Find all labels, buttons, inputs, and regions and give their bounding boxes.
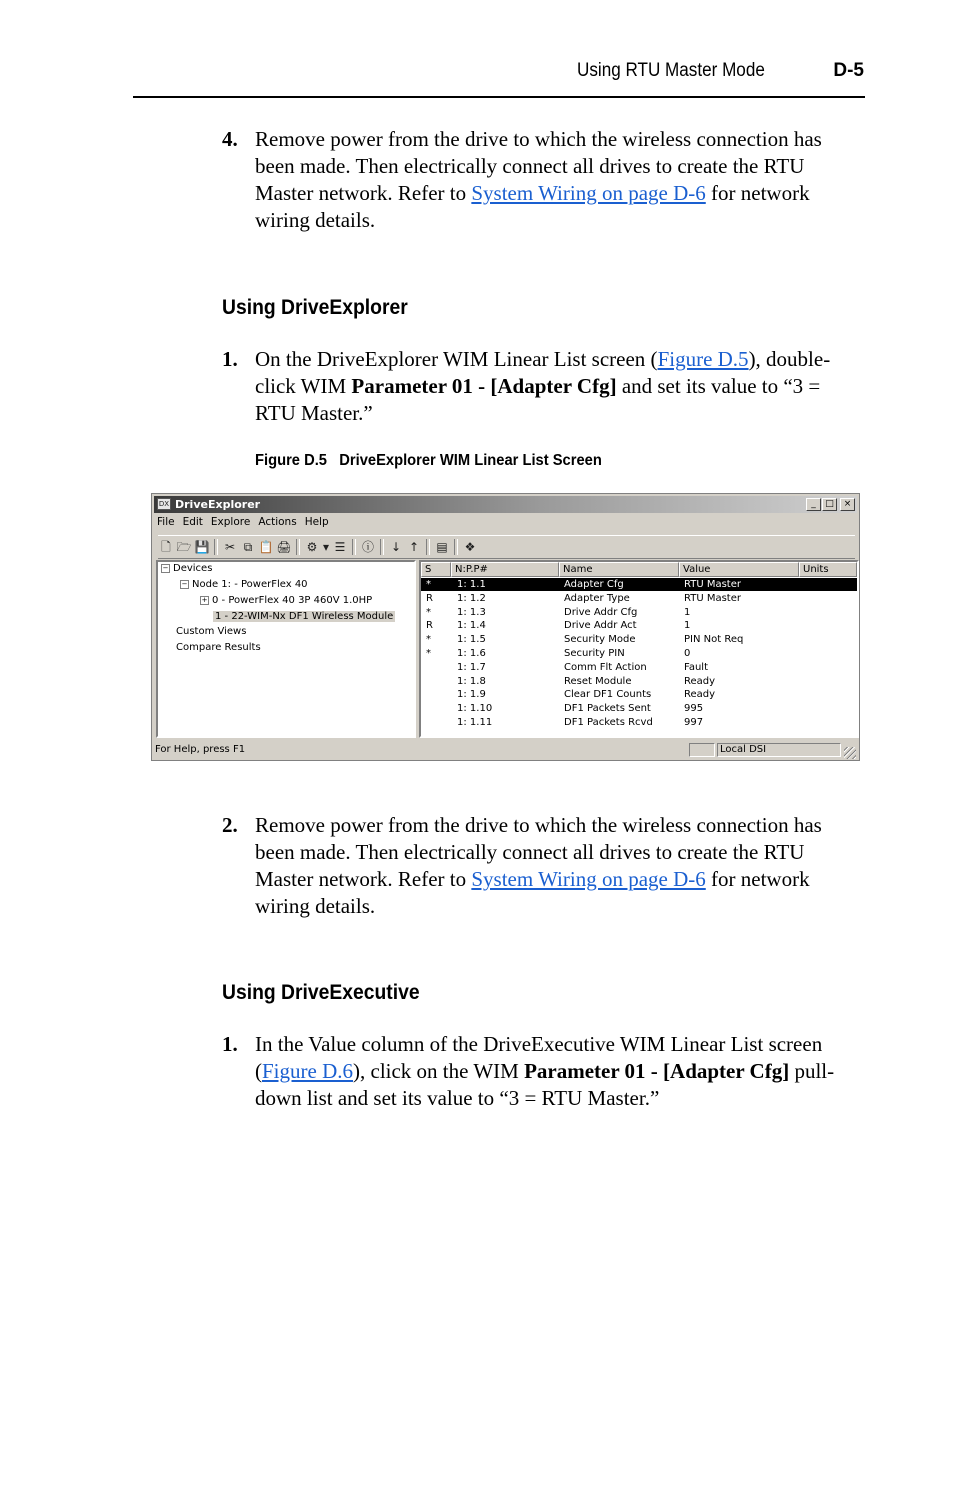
cell-s: * <box>426 579 431 590</box>
cut-icon[interactable]: ✂ <box>224 540 236 554</box>
window-title: DriveExplorer <box>175 498 261 511</box>
cell-num: 1: 1.8 <box>457 675 486 687</box>
table-row[interactable] <box>421 647 857 660</box>
cell-s: R <box>426 620 433 632</box>
cell-name: DF1 Packets Rcvd <box>564 717 653 728</box>
minimize-button[interactable]: _ <box>806 498 821 511</box>
toolbar <box>158 535 855 559</box>
figure-caption: Figure D.5 DriveExplorer WIM Linear List Screen <box>255 452 602 469</box>
table-row[interactable] <box>421 702 857 715</box>
text-run: ), click on the WIM <box>353 1059 525 1083</box>
collapse-icon[interactable]: − <box>181 579 188 588</box>
cell-value: Ready <box>684 689 716 701</box>
column-header-value[interactable]: Value <box>679 562 799 577</box>
cell-name: Comm Flt Action <box>564 661 647 673</box>
table-row[interactable] <box>421 716 857 729</box>
connect-icon[interactable]: ⚙ <box>306 540 318 554</box>
step-2 <box>222 812 862 920</box>
cell-name: Adapter Cfg <box>564 579 624 590</box>
linear-list <box>419 560 859 738</box>
step-text <box>255 812 862 920</box>
text-run: In the Value column of the DriveExecutive WIM Linear List screen ( <box>255 1032 823 1083</box>
column-header-name[interactable]: Name <box>559 562 679 577</box>
tree-node-drive[interactable] <box>200 595 372 606</box>
cell-name: Drive Addr Act <box>564 620 637 632</box>
text-run: On the DriveExplorer WIM Linear List screen ( <box>255 347 658 371</box>
step-number: 2. <box>222 813 238 837</box>
step-text <box>255 126 862 234</box>
tree-label: 0 - PowerFlex 40 3P 460V 1.0HP <box>212 595 373 606</box>
close-button[interactable]: × <box>840 498 855 511</box>
menu-bar <box>157 516 337 533</box>
toolbar-separator <box>454 539 458 555</box>
header-rule <box>133 96 865 98</box>
print-icon[interactable]: 🖨 <box>276 540 292 554</box>
cell-num: 1: 1.1 <box>457 579 486 590</box>
app-icon: DX <box>158 500 170 508</box>
cell-value: 1 <box>684 620 691 632</box>
cell-num: 1: 1.9 <box>457 689 486 701</box>
help-book-icon[interactable]: ❖ <box>464 540 476 554</box>
status-bar <box>155 743 856 759</box>
tree-node-node1[interactable] <box>180 579 308 590</box>
toolbar-separator <box>352 539 356 555</box>
step-text <box>255 346 862 427</box>
cell-s: * <box>426 606 431 618</box>
cell-num: 1: 1.2 <box>457 592 486 604</box>
table-row[interactable] <box>421 688 857 701</box>
cell-name: Drive Addr Cfg <box>564 606 638 618</box>
table-row[interactable] <box>421 619 857 632</box>
parameter-name: Parameter 01 - [Adapter Cfg] <box>524 1059 790 1083</box>
new-icon[interactable]: 🗋 <box>161 540 171 554</box>
save-icon[interactable]: 💾 <box>194 540 210 554</box>
step-1-driveexecutive <box>222 1031 862 1112</box>
status-pane <box>689 743 715 757</box>
page-number: D-5 <box>833 60 864 81</box>
device-tree[interactable] <box>156 560 416 738</box>
column-header-npp[interactable]: N:P.P# <box>451 562 559 577</box>
table-row[interactable] <box>421 675 857 688</box>
text-run: Remove power from the drive to which the wireless connection has been made. Then electrically connect all drives to create the RTU Master network. Refer to <box>255 813 822 891</box>
cell-s: R <box>426 592 433 604</box>
tree-node-compare-results[interactable]: Compare Results <box>176 642 261 653</box>
menu-help[interactable]: Help <box>304 516 329 528</box>
cell-value: RTU Master <box>684 592 741 604</box>
cell-value: 995 <box>684 703 704 715</box>
resize-grip-icon[interactable] <box>844 747 856 759</box>
figure-d6-link[interactable]: Figure D.6 <box>262 1059 353 1083</box>
cell-num: 1: 1.5 <box>457 634 486 646</box>
cell-s: * <box>426 648 431 659</box>
cell-s: * <box>426 634 431 646</box>
step-1-driveexplorer <box>222 346 862 427</box>
column-header-units[interactable]: Units <box>799 562 857 577</box>
menu-explore[interactable]: Explore <box>210 516 251 528</box>
cell-value: 997 <box>684 717 704 728</box>
cell-num: 1: 1.10 <box>457 703 493 715</box>
tree-node-devices[interactable] <box>161 563 212 574</box>
info-icon[interactable]: ⓘ <box>361 540 374 554</box>
tree-node-wim-module[interactable]: 1 - 22-WIM-Nx DF1 Wireless Module <box>215 611 394 622</box>
text-run: pull-down list and set its value to “3 = RTU Master.” <box>255 1059 835 1110</box>
toolbar-separator <box>426 539 430 555</box>
table-row[interactable] <box>421 592 857 605</box>
text-run: for network wiring details. <box>255 181 810 232</box>
toolbar-separator <box>296 539 300 555</box>
text-run: and set its value to “3 = RTU Master.” <box>255 374 821 425</box>
cell-value: 1 <box>684 606 691 618</box>
system-wiring-link[interactable]: System Wiring on page D-6 <box>471 181 706 205</box>
toolbar-separator <box>380 539 384 555</box>
cell-num: 1: 1.11 <box>457 717 493 728</box>
cell-value: 0 <box>684 648 691 659</box>
maximize-button[interactable]: □ <box>822 498 837 511</box>
section-heading-driveexplorer: Using DriveExplorer <box>222 296 408 319</box>
step-number: 1. <box>222 347 238 371</box>
cell-num: 1: 1.6 <box>457 648 486 659</box>
list-icon[interactable]: ☰ <box>334 540 346 554</box>
menu-edit[interactable]: Edit <box>182 516 203 528</box>
copy-icon[interactable]: ⧉ <box>243 540 253 554</box>
cell-num: 1: 1.4 <box>457 620 486 632</box>
linear-list-icon[interactable]: ▤ <box>436 540 448 554</box>
cell-value: PIN Not Req <box>684 634 744 646</box>
step-text <box>255 1031 862 1112</box>
text-run: ), double-click WIM <box>255 347 831 398</box>
cell-value: Fault <box>684 661 708 673</box>
table-row[interactable] <box>421 661 857 674</box>
cell-name: Security PIN <box>564 648 625 659</box>
text-run: Remove power from the drive to which the wireless connection has been made. Then electrically connect all drives to create the RTU Master network. Refer to <box>255 127 822 205</box>
step-number: 4. <box>222 127 238 151</box>
system-wiring-link[interactable]: System Wiring on page D-6 <box>471 867 706 891</box>
tree-label: Node 1: - PowerFlex 40 <box>192 579 308 590</box>
table-row[interactable] <box>421 633 857 646</box>
tree-node-custom-views[interactable]: Custom Views <box>176 626 247 637</box>
cell-num: 1: 1.3 <box>457 606 486 618</box>
cell-num: 1: 1.7 <box>457 661 486 673</box>
status-mode: Local DSI <box>717 743 841 757</box>
open-icon[interactable]: 🗁 <box>176 540 192 554</box>
table-row[interactable] <box>421 578 857 591</box>
table-row[interactable] <box>421 606 857 619</box>
cell-name: Reset Module <box>564 675 632 687</box>
column-header-s[interactable]: S <box>421 562 451 577</box>
cell-name: Security Mode <box>564 634 636 646</box>
paste-icon[interactable]: 📋 <box>258 540 274 554</box>
figure-d5-link[interactable]: Figure D.5 <box>657 347 749 371</box>
expand-icon[interactable]: + <box>201 595 208 604</box>
cell-name: DF1 Packets Sent <box>564 703 651 715</box>
section-heading-driveexecutive: Using DriveExecutive <box>222 981 420 1004</box>
running-header-title: Using RTU Master Mode <box>577 60 765 81</box>
cell-name: Adapter Type <box>564 592 630 604</box>
text-run: for network wiring details. <box>255 867 810 918</box>
step-number: 1. <box>222 1032 238 1056</box>
dropdown-arrow-icon[interactable]: ▾ <box>322 540 330 554</box>
collapse-icon[interactable]: − <box>162 563 169 572</box>
upload-icon[interactable]: ↑ <box>408 540 420 554</box>
status-help-text: For Help, press F1 <box>155 744 246 755</box>
download-icon[interactable]: ↓ <box>390 540 402 554</box>
menu-file[interactable]: File <box>157 516 175 528</box>
cell-value: Ready <box>684 675 716 687</box>
step-4 <box>222 126 862 234</box>
driveexplorer-window <box>151 493 860 761</box>
cell-name: Clear DF1 Counts <box>564 689 652 701</box>
window-titlebar[interactable] <box>154 496 857 513</box>
toolbar-separator <box>214 539 218 555</box>
window-buttons <box>805 498 855 511</box>
tree-label: Devices <box>173 563 213 574</box>
parameter-name: Parameter 01 - [Adapter Cfg] <box>351 374 617 398</box>
menu-actions[interactable]: Actions <box>258 516 297 528</box>
cell-value: RTU Master <box>684 579 741 590</box>
